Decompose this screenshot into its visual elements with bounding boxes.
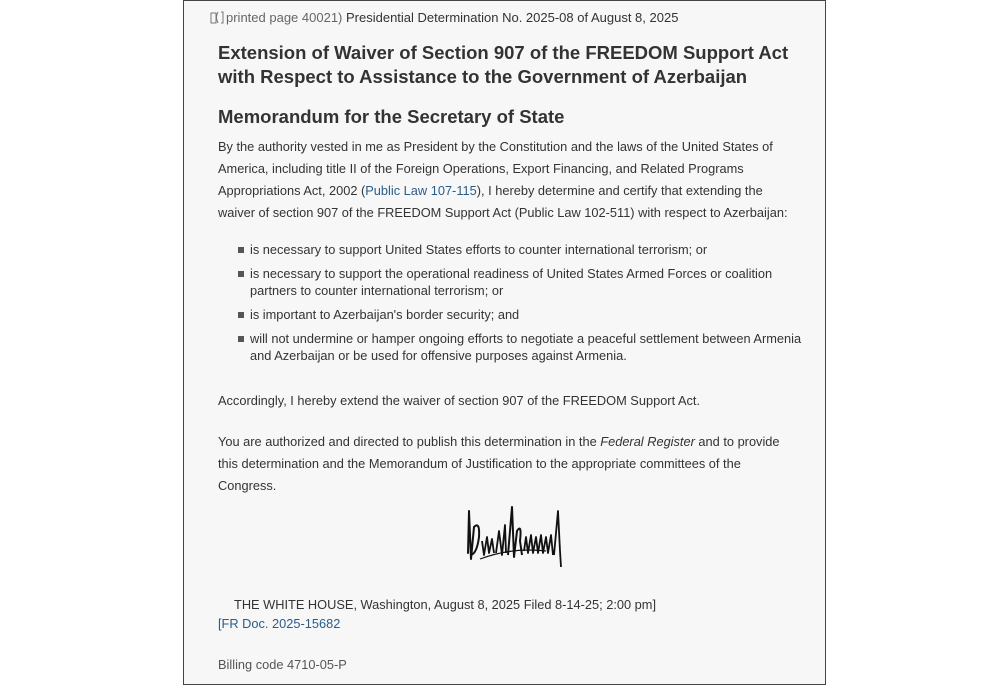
- square-bullet-icon: [238, 271, 244, 277]
- list-item: [238, 241, 818, 258]
- printed-page-marker: printed page 40021): [226, 10, 343, 25]
- printed-page-line: [210, 10, 678, 26]
- document-title: Extension of Waiver of Section 907 of the FREEDOM Support Act with Respect to Assistance to the Government of Azerbaijan: [218, 42, 789, 87]
- extension-paragraph: Accordingly, I hereby extend the waiver of section 907 of the FREEDOM Support Act.: [218, 393, 701, 408]
- findings-list: [238, 241, 818, 371]
- square-bullet-icon: [238, 312, 244, 318]
- list-item: [238, 330, 818, 364]
- presidential-signature: [462, 501, 566, 573]
- document-page: [183, 0, 826, 685]
- federal-register-italic: Federal Register: [600, 434, 695, 449]
- list-item: [238, 306, 818, 323]
- finding-text: is necessary to support United States efforts to counter international terrorism; or: [250, 242, 708, 257]
- fr-doc-number: [FR Doc. 2025-15682: [218, 616, 341, 631]
- memorandum-heading: Memorandum for the Secretary of State: [218, 106, 565, 127]
- intro-text-start: By the authority vested in me as President by the Constitution and the laws of the United States of America, including title II of the Foreign Operations, Export Financing, and Related Programs Appropriations Act, 2002 (: [218, 139, 773, 198]
- square-bullet-icon: [238, 247, 244, 253]
- white-house-signoff: THE WHITE HOUSE, Washington, August 8, 2025 Filed 8-14-25; 2:00 pm]: [234, 597, 657, 612]
- square-bullet-icon: [238, 336, 244, 342]
- authorization-text-start: You are authorized and directed to publish this determination in the: [218, 434, 601, 449]
- billing-code: Billing code 4710-05-P: [218, 657, 347, 672]
- public-law-link[interactable]: Public Law 107-115: [365, 183, 477, 198]
- list-item: [238, 265, 818, 299]
- determination-line: Presidential Determination No. 2025-08 of August 8, 2025: [346, 10, 679, 25]
- finding-text: is important to Azerbaijan's border security; and: [250, 307, 520, 322]
- page-marker-icon: [210, 11, 224, 24]
- intro-text-end: ), I hereby determine and certify that extending the waiver of section 907 of the FREEDOM Support Act (Public Law 102-511) with respect to Azerbaijan:: [218, 183, 788, 220]
- finding-text: will not undermine or hamper ongoing efforts to negotiate a peaceful settlement between Armenia and Azerbaijan or be used for offensive purposes against Armenia.: [250, 331, 802, 363]
- finding-text: is necessary to support the operational readiness of United States Armed Forces or coalition partners to counter international terrorism; or: [250, 266, 773, 298]
- intro-paragraph: [218, 136, 798, 224]
- authorization-text-end: and to provide this determination and the Memorandum of Justification to the appropriate committees of the Congress.: [218, 434, 780, 493]
- authorization-paragraph: [218, 431, 798, 497]
